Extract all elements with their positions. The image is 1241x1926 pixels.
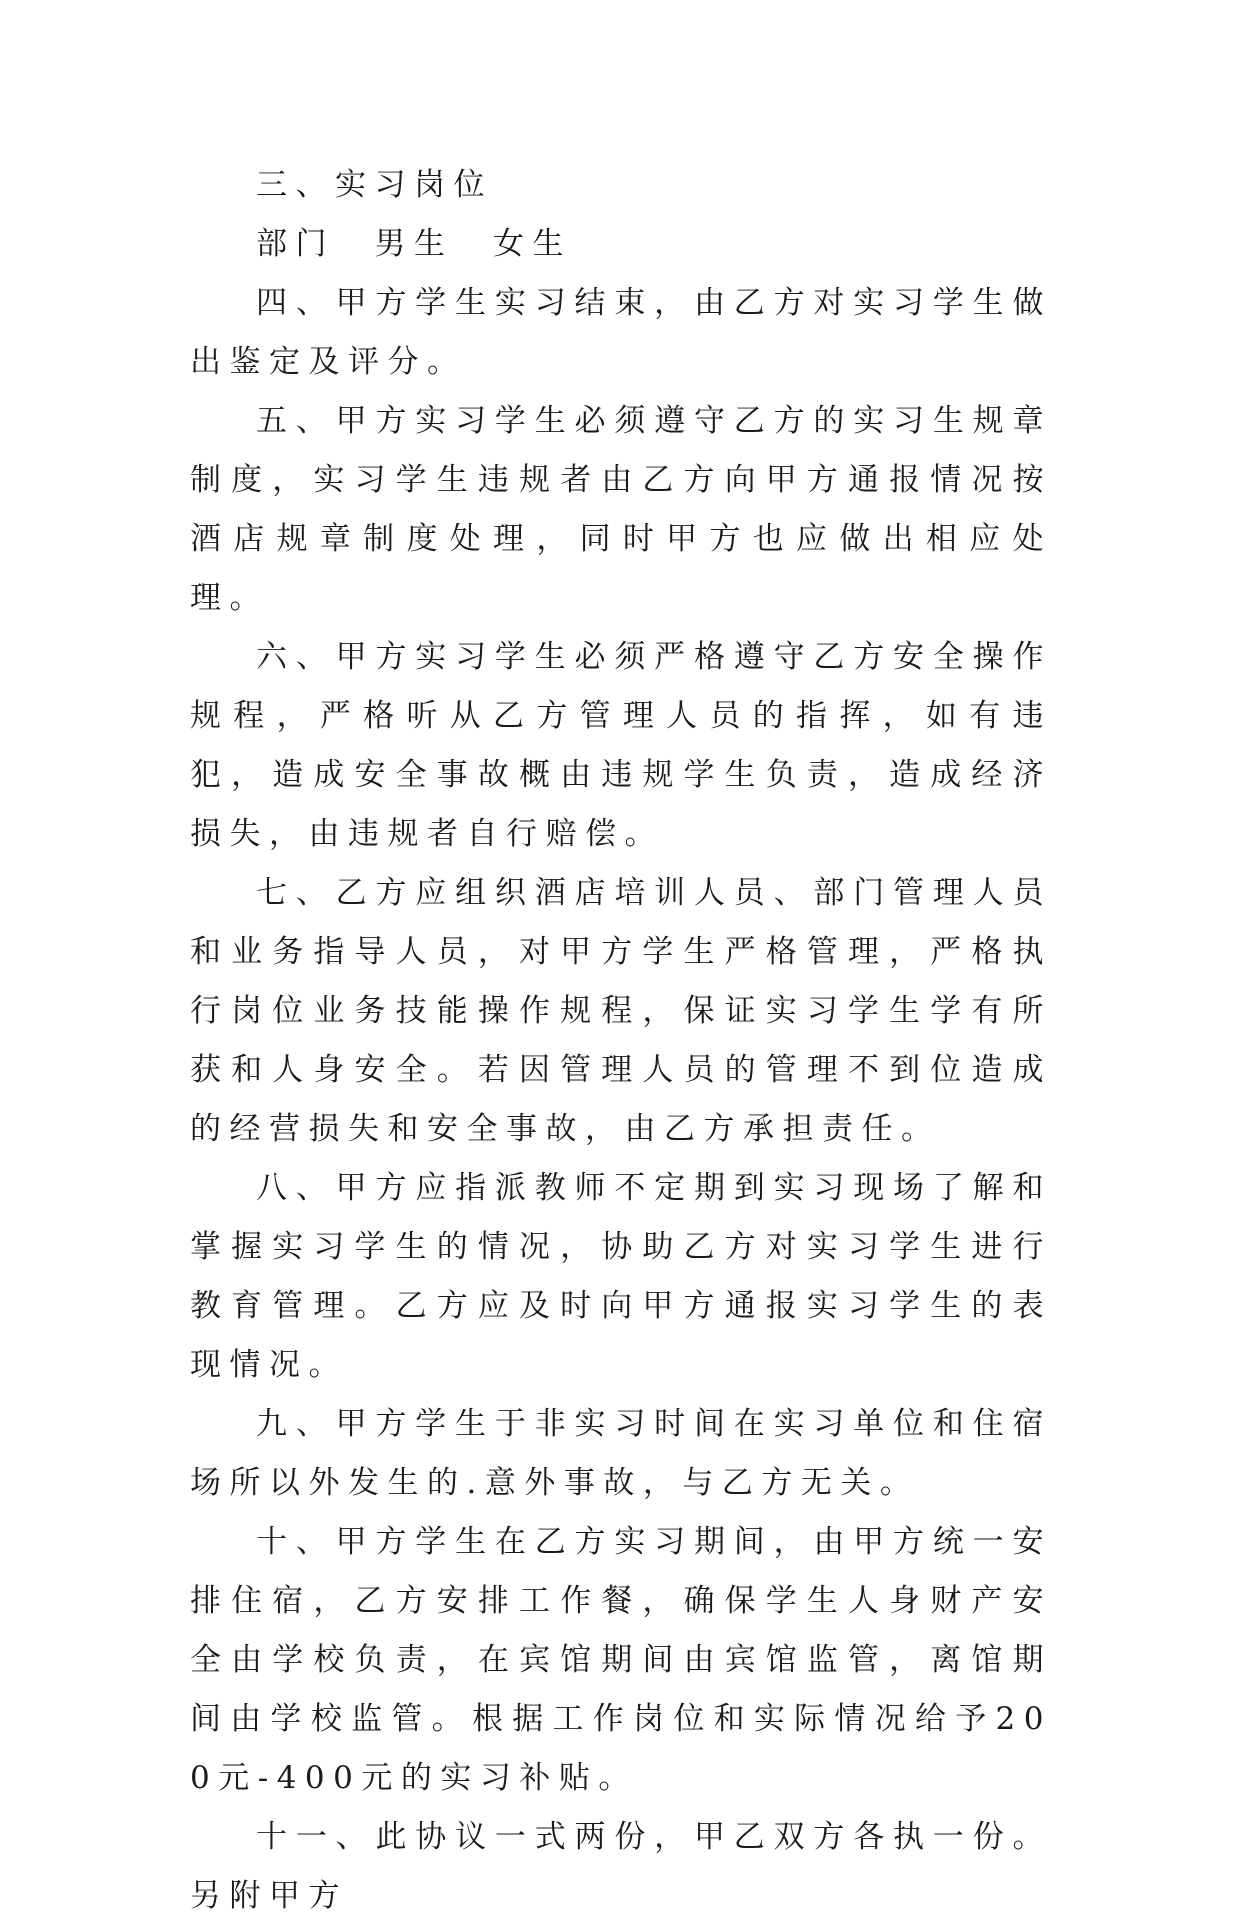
paragraph-section-7: 七、乙方应组织酒店培训人员、部门管理人员和业务指导人员，对甲方学生严格管理，严格执行岗位业务技能操作规程，保证实习学生学有所获和人身安全。若因管理人员的管理不到位造成的经营损失和安全事故，由乙方承担责任。 — [190, 875, 1052, 1147]
paragraph-section-5: 五、甲方实习学生必须遵守乙方的实习生规章制度，实习学生违规者由乙方向甲方通报情况按酒店规章制度处理，同时甲方也应做出相应处理。 — [190, 403, 1052, 616]
paragraph-section-8: 八、甲方应指派教师不定期到实习现场了解和掌握实习学生的情况，协助乙方对实习学生进行教育管理。乙方应及时向甲方通报实习学生的表现情况。 — [190, 1170, 1052, 1383]
paragraph-section-9: 九、甲方学生于非实习时间在实习单位和住宿场所以外发生的.意外事故，与乙方无关。 — [190, 1406, 1052, 1501]
paragraph-section-6: 六、甲方实习学生必须严格遵守乙方安全操作规程，严格听从乙方管理人员的指挥，如有违犯，造成安全事故概由违规学生负责，造成经济损失，由违规者自行赔偿。 — [190, 639, 1052, 852]
paragraph-section-11: 十一、此协议一式两份，甲乙双方各执一份。另附甲方 — [190, 1819, 1052, 1914]
paragraph-section-10: 十、甲方学生在乙方实习期间，由甲方统一安排住宿，乙方安排工作餐，确保学生人身财产安全由学校负责，在宾馆期间由宾馆监管，离馆期间由学校监管。根据工作岗位和实际情况给予200元-400元的实习补贴。 — [190, 1524, 1052, 1796]
paragraph-section-4: 四、甲方学生实习结束，由乙方对实习学生做出鉴定及评分。 — [190, 285, 1052, 380]
document-body — [190, 156, 1052, 1926]
paragraph-section-3-heading: 三、实习岗位 — [256, 167, 493, 203]
paragraph-department-gender-header: 部门 男生 女生 — [256, 226, 572, 262]
